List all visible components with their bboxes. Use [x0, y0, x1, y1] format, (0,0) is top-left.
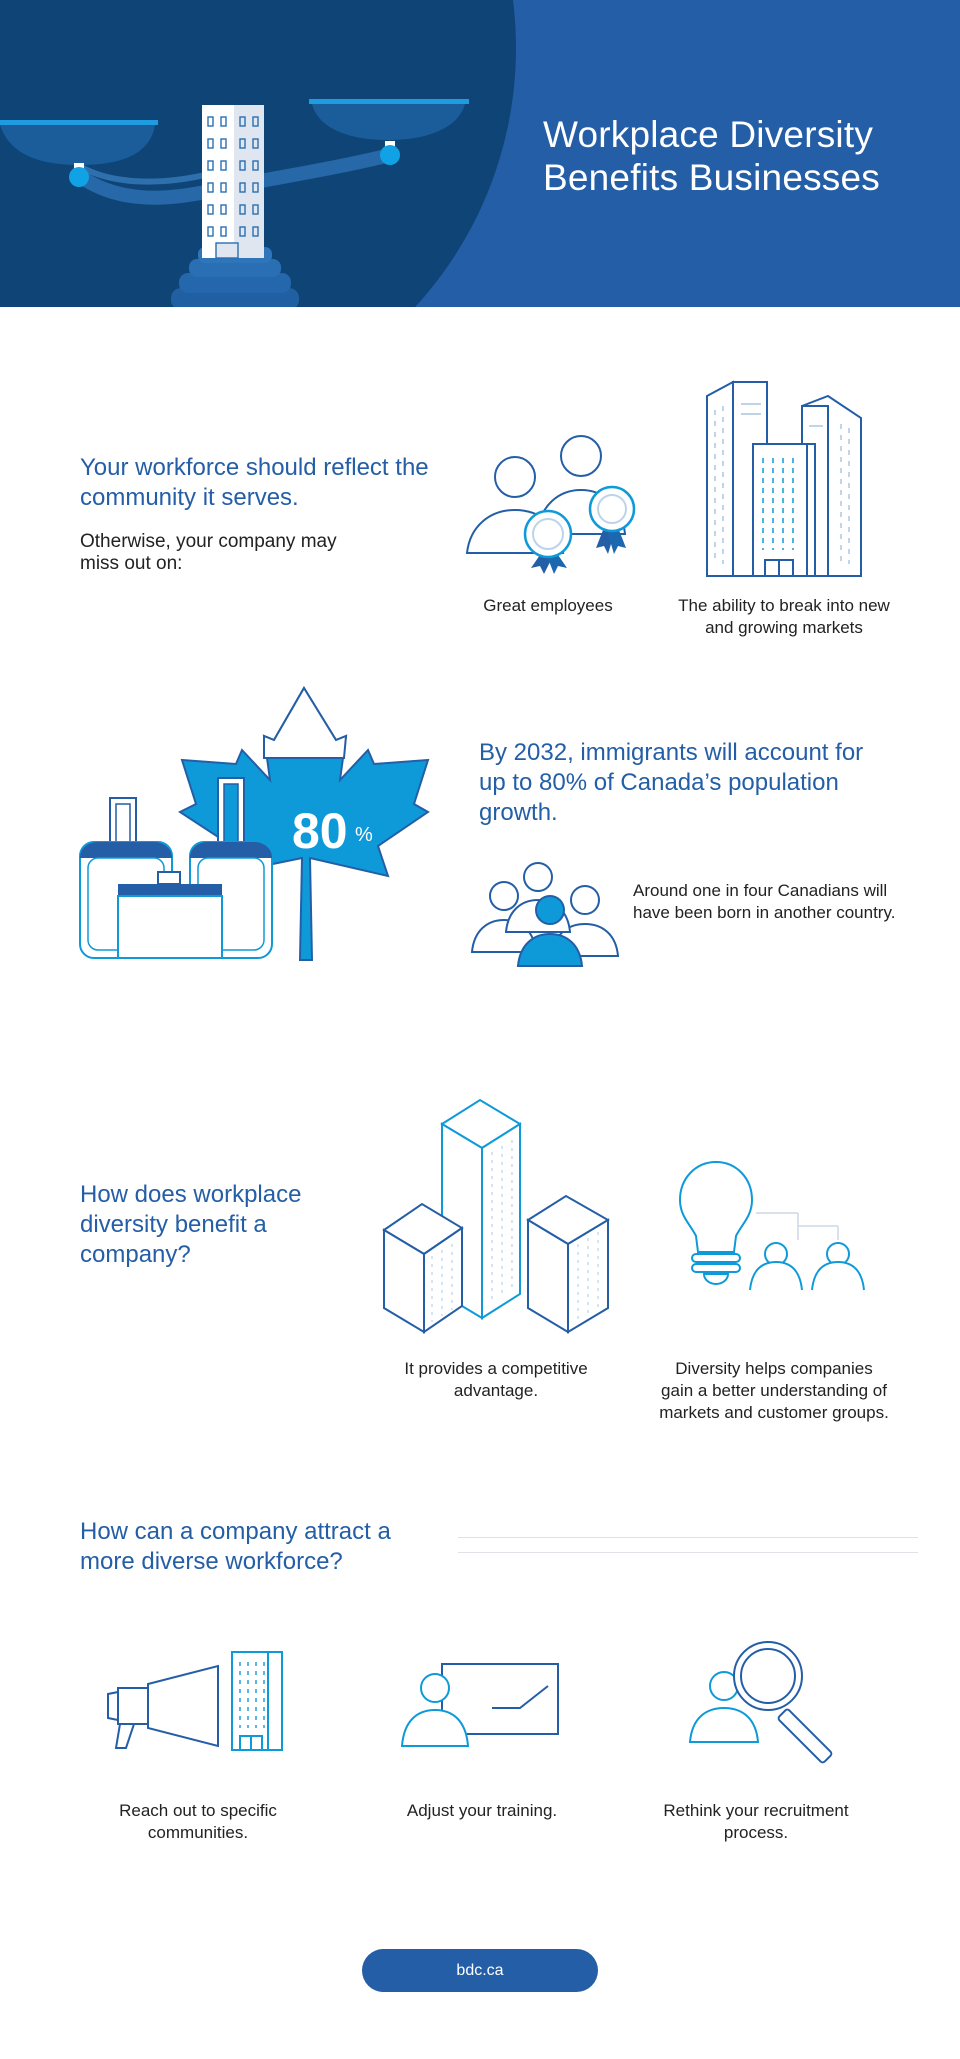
scale-with-building-icon: [0, 0, 520, 307]
divider-line: [458, 1537, 918, 1538]
office-towers-icon: [703, 374, 868, 576]
lightbulb-people-icon: [678, 1160, 868, 1292]
item-market-understanding: Diversity helps companies gain a better understanding of markets and customer groups.: [659, 1359, 889, 1422]
item-rethink-recruitment: Rethink your recruitment process.: [663, 1801, 849, 1842]
bar-buildings-icon: [382, 1100, 612, 1335]
item-reach-out: Reach out to specific communities.: [119, 1801, 277, 1842]
section3-heading: How does workplace diversity benefit a company?: [80, 1181, 302, 1268]
megaphone-icon: [100, 1652, 285, 1752]
award-people-icon: [462, 430, 652, 575]
bdc-link-button[interactable]: bdc.ca: [362, 1949, 598, 1992]
page-title: [543, 113, 943, 199]
title-line-1: Workplace Diversity: [543, 114, 874, 155]
luggage-icon: [78, 688, 433, 960]
section1-heading: Your workforce should reflect the community it serves.: [80, 454, 429, 511]
item-new-markets: The ability to break into new and growing markets: [678, 596, 890, 637]
section2-heading: By 2032, immigrants will account for up to 80% of Canada’s population growth.: [479, 739, 864, 826]
presentation-icon: [400, 1662, 562, 1746]
section4-heading: How can a company attract a more diverse workforce?: [80, 1518, 391, 1575]
badge-value: 80: [292, 803, 348, 859]
badge-unit: %: [355, 824, 373, 846]
divider-line: [458, 1552, 918, 1553]
item-competitive-advantage: It provides a competitive advantage.: [404, 1359, 588, 1400]
magnifier-person-icon: [688, 1642, 856, 1768]
section1-body: Otherwise, your company may miss out on:: [80, 531, 337, 574]
item-adjust-training: Adjust your training.: [406, 1801, 558, 1820]
hero-banner: [0, 0, 960, 307]
crowd-icon: [470, 860, 620, 967]
section2-fact: Around one in four Canadians will have been born in another country.: [633, 881, 896, 922]
item-great-employees: Great employees: [483, 596, 613, 615]
title-line-2: Benefits Businesses: [543, 157, 880, 198]
